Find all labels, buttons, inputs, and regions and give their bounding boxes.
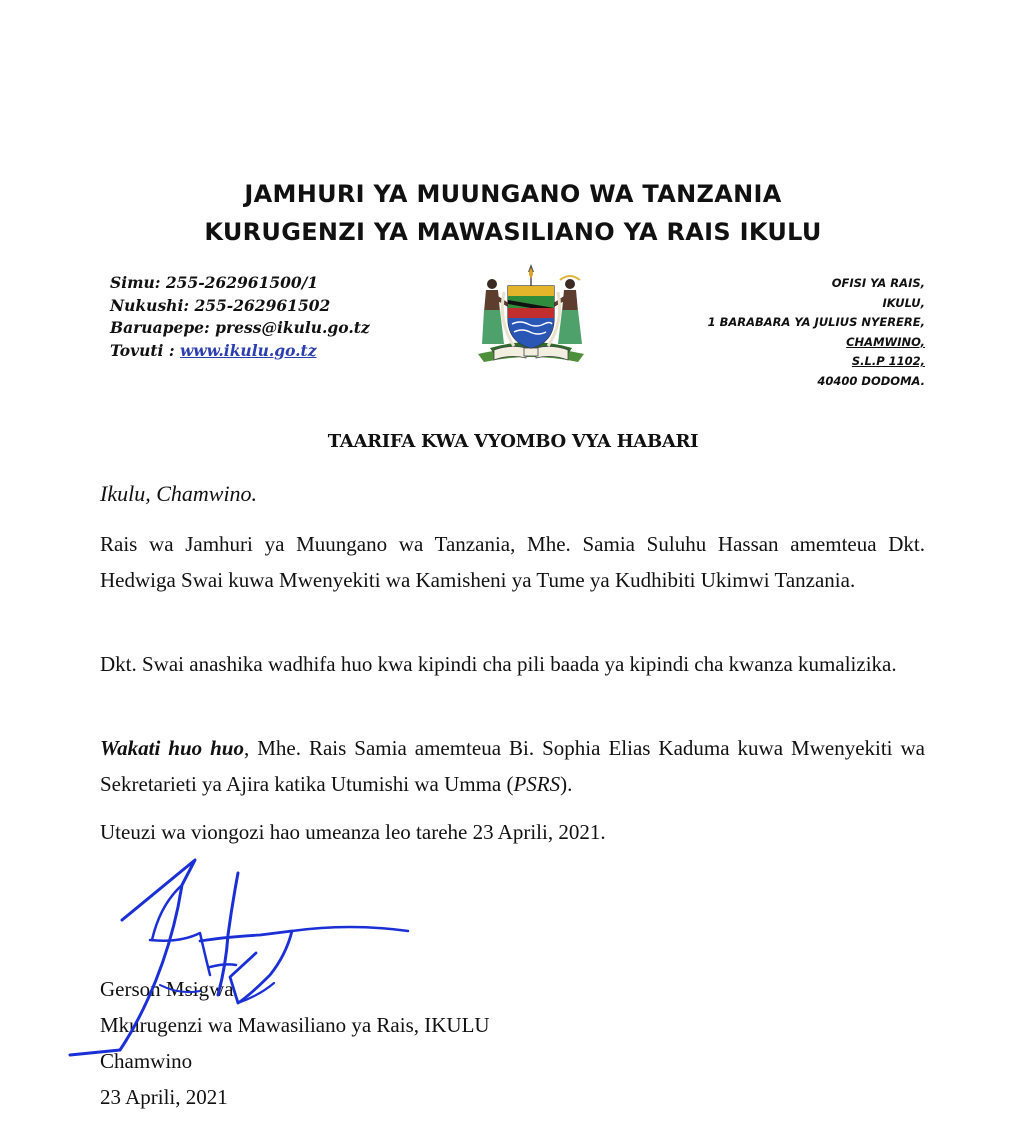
contact-website-row (110, 340, 370, 363)
paragraph-3-lead: Wakati huo huo (100, 736, 244, 760)
signatory-name: Gerson Msigwa (100, 977, 234, 1001)
header-line-2: KURUGENZI YA MAWASILIANO YA RAIS IKULU (204, 218, 822, 246)
address-line-5: S.L.P 1102, (851, 354, 925, 368)
signatory-position: Mkurugenzi wa Mawasiliano ya Rais, IKULU (100, 1013, 490, 1037)
coat-of-arms-icon (470, 262, 592, 368)
document-title: TAARIFA KWA VYOMBO VYA HABARI (327, 431, 699, 452)
paragraph-3-body: , Mhe. Rais Samia amemteua Bi. Sophia Elias Kaduma kuwa Mwenyekiti wa Sekretarieti ya Ajira katika Utumishi wa Umma ( (100, 736, 925, 796)
signature-date: 23 Aprili, 2021 (100, 1085, 228, 1109)
contact-block (110, 272, 370, 362)
contact-website-label: Tovuti : (110, 340, 180, 360)
paragraph-4: Uteuzi wa viongozi hao umeanza leo tarehe 23 Aprili, 2021. (100, 820, 606, 844)
address-line-4: CHAMWINO, (846, 334, 925, 349)
paragraph-3 (100, 730, 925, 802)
contact-fax: Nukushi: 255-262961502 (110, 295, 331, 315)
paragraph-3-abbr: PSRS (513, 772, 561, 796)
address-block (708, 274, 925, 391)
contact-email: Baruapepe: press@ikulu.go.tz (110, 318, 370, 337)
address-line-1: OFISI YA RAIS, (831, 276, 925, 290)
contact-website-link[interactable]: www.ikulu.go.tz (179, 340, 317, 360)
signature-block (100, 971, 490, 1115)
contact-phone: Simu: 255-262961500/1 (110, 273, 319, 292)
header-line-1: JAMHURI YA MUUNGANO WA TANZANIA (244, 180, 782, 208)
paragraph-2: Dkt. Swai anashika wadhifa huo kwa kipindi cha pili baada ya kipindi cha kwanza kumalizika. (100, 652, 897, 676)
address-line-3: 1 BARABARA YA JULIUS NYERERE, (707, 315, 925, 329)
paragraph-1: Rais wa Jamhuri ya Muungano wa Tanzania, Mhe. Samia Suluhu Hassan amemteua Dkt. Hedwiga Swai kuwa Mwenyekiti wa Kamisheni ya Tume ya Kudhibiti Ukimwi Tanzania. (100, 532, 925, 592)
address-line-2: IKULU, (882, 295, 925, 310)
paragraph-3-end: ). (560, 772, 573, 796)
signatory-location: Chamwino (100, 1049, 193, 1073)
address-line-6: 40400 DODOMA. (817, 373, 925, 388)
dateline-place: Ikulu, Chamwino. (100, 481, 258, 506)
